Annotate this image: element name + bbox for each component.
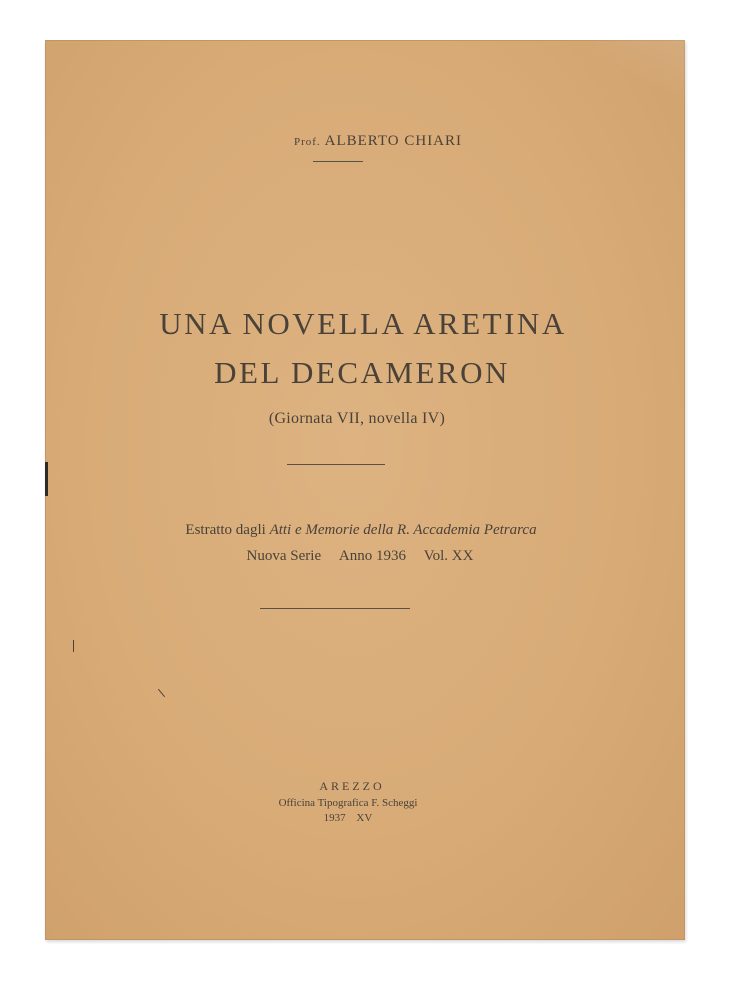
ink-mark [73, 640, 74, 652]
publication-year-line [28, 812, 668, 824]
ink-mark [158, 689, 165, 697]
publication-year: 1937 [323, 812, 346, 824]
author-prefix: Prof. [293, 136, 321, 148]
booklet-cover [45, 40, 685, 940]
spine-staple [45, 462, 48, 496]
author-rule [313, 161, 363, 162]
extract-source: Atti e Memorie della R. Accademia Petrarca [269, 522, 537, 538]
series-line [40, 548, 680, 565]
author-line [58, 133, 698, 150]
extract-line [41, 522, 681, 539]
printer-name: Officina Tipografica F. Scheggi [278, 797, 418, 809]
series: Nuova Serie [246, 548, 322, 564]
era-year: XV [356, 812, 373, 824]
subtitle: (Giornata VII, novella IV) [268, 410, 446, 427]
title-line-1: UNA NOVELLA ARETINA [159, 306, 567, 341]
title-rule [287, 464, 385, 465]
publication-place: AREZZO [319, 779, 385, 793]
extract-rule [260, 608, 410, 609]
extract-prefix: Estratto dagli [185, 522, 266, 538]
title-line-2: DEL DECAMERON [214, 355, 510, 390]
volume: Vol. XX [423, 548, 474, 564]
author-name: ALBERTO CHIARI [324, 133, 463, 149]
year-label: Anno 1936 [338, 548, 406, 564]
